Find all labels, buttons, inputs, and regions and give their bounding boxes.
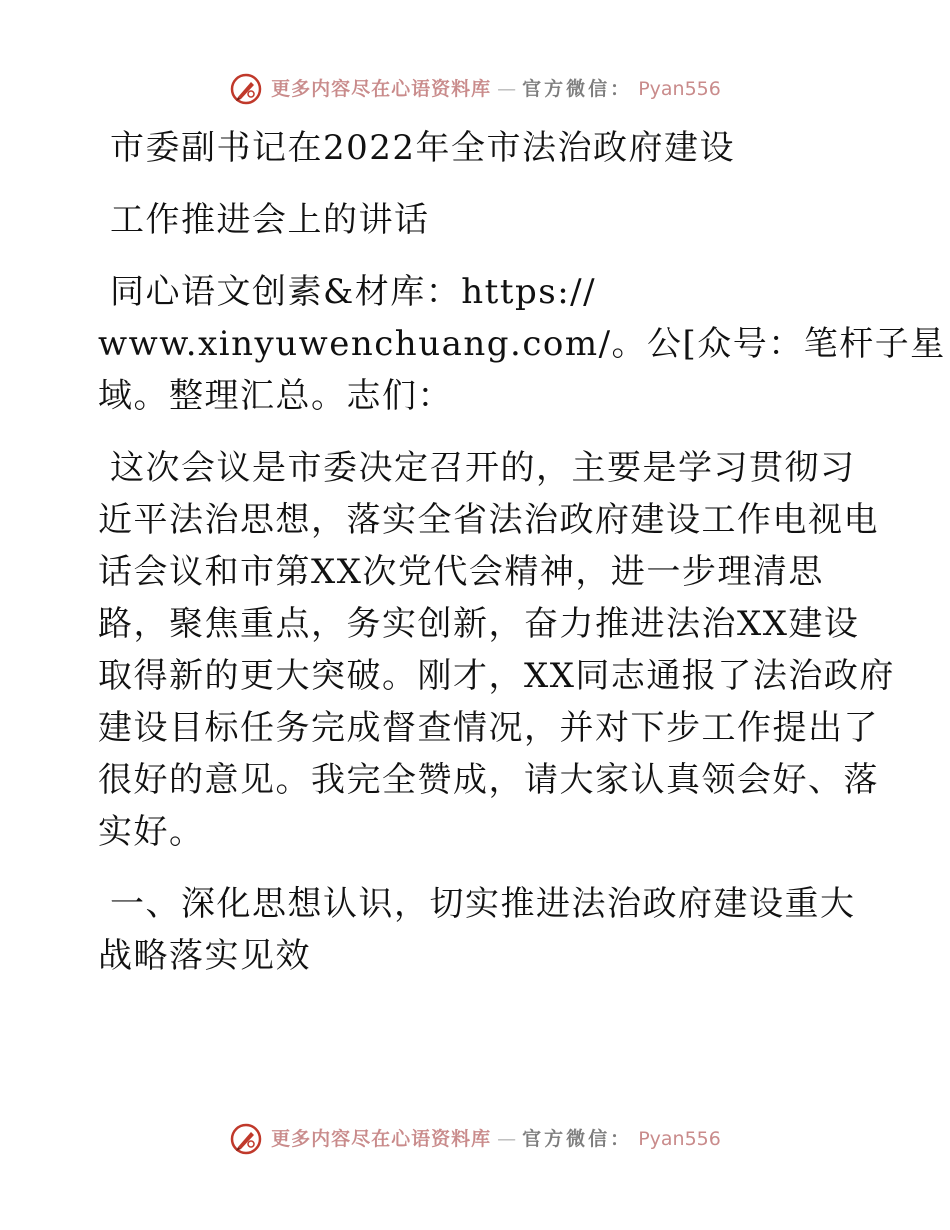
watermark-main-text: 更多内容尽在心语资料库 bbox=[271, 1128, 492, 1150]
paragraph-line-6: 建设目标任务完成督查情况，并对下步工作提出了 bbox=[98, 708, 879, 748]
source-line-1: 同心语文创素&材库：https:// bbox=[110, 272, 597, 312]
title-line-1: 市委副书记在2022年全市法治政府建设 bbox=[110, 128, 736, 168]
footer-watermark bbox=[0, 1122, 950, 1156]
paragraph-line-1: 这次会议是市委决定召开的，主要是学习贯彻习 bbox=[110, 448, 856, 488]
source-line-3: 域。整理汇总。志们： bbox=[98, 376, 453, 416]
pen-logo-icon bbox=[229, 1122, 263, 1156]
header-watermark bbox=[0, 72, 950, 106]
watermark-separator: — bbox=[497, 78, 517, 100]
watermark-main-text: 更多内容尽在心语资料库 bbox=[271, 78, 492, 100]
watermark-wechat-id: Pyan556 bbox=[638, 1128, 721, 1150]
paragraph-line-8: 实好。 bbox=[98, 812, 205, 852]
watermark-wechat-label: 官方微信： bbox=[522, 78, 633, 100]
watermark-wechat-id: Pyan556 bbox=[638, 78, 721, 100]
document-body bbox=[98, 122, 946, 982]
section-heading-line-1: 一、深化思想认识，切实推进法治政府建设重大 bbox=[110, 884, 856, 924]
paragraph-line-2: 近平法治思想，落实全省法治政府建设工作电视电 bbox=[98, 500, 879, 540]
watermark-wechat-label: 官方微信： bbox=[522, 1128, 633, 1150]
paragraph-line-5: 取得新的更大突破。刚才，XX同志通报了法治政府 bbox=[98, 656, 895, 696]
paragraph-line-7: 很好的意见。我完全赞成，请大家认真领会好、落 bbox=[98, 760, 879, 800]
source-line-2: www.xinyuwenchuang.com/。公[众号：笔杆子星 bbox=[98, 324, 946, 364]
section-heading-line-2: 战略落实见效 bbox=[98, 936, 311, 976]
watermark-separator: — bbox=[497, 1128, 517, 1150]
pen-logo-icon bbox=[229, 72, 263, 106]
paragraph-line-4: 路，聚焦重点，务实创新，奋力推进法治XX建设 bbox=[98, 604, 860, 644]
title-line-2: 工作推进会上的讲话 bbox=[110, 200, 430, 240]
paragraph-line-3: 话会议和市第XX次党代会精神，进一步理清思 bbox=[98, 552, 824, 592]
